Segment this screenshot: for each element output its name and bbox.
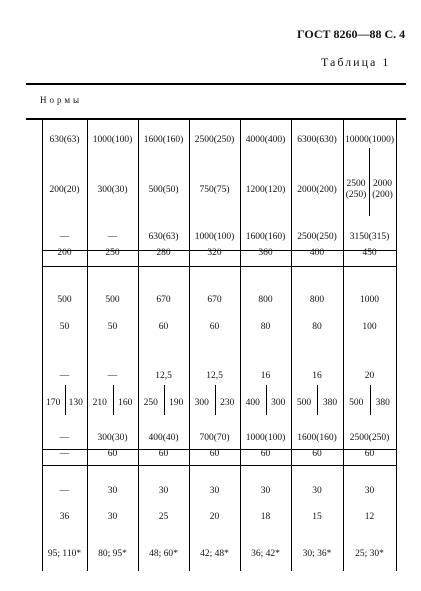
- table-pair-cell-p4: 300: [194, 398, 209, 408]
- table-cell-p7: 25; 30*: [355, 549, 384, 559]
- table-cell-p1: —: [59, 433, 70, 443]
- table-cell-p3: 60: [158, 449, 169, 459]
- table-cell-p5: 800: [258, 295, 273, 305]
- table-pair-cell-p3: 250: [143, 398, 158, 408]
- table-cell-p1: 95; 110*: [47, 549, 82, 559]
- table-cell-p7: 12: [364, 512, 375, 522]
- table-cell-p4: 30: [209, 486, 220, 496]
- table-pair-cell-p6: 500: [296, 398, 312, 408]
- table-cell-p1: —: [59, 486, 70, 496]
- table-cell-p2: 500: [105, 295, 120, 305]
- table-cell-p1: 50: [59, 322, 70, 332]
- table-cell-p6: 800: [309, 295, 325, 305]
- table-cell-p1: —: [59, 232, 70, 242]
- table-cell-p6: 400: [309, 248, 325, 258]
- table-cell-p2: 300(30): [97, 185, 128, 195]
- table-cell-p1: 36: [59, 512, 70, 522]
- table-cell-p7: 450: [362, 248, 377, 258]
- table-cell-p3: 400(40): [148, 433, 179, 443]
- table-cell-p5: 16: [260, 371, 271, 381]
- table-cell-p6: 6300(630): [297, 135, 337, 145]
- table-pair-cell-p7: 380: [375, 398, 390, 408]
- table-cell-p4: 20: [209, 512, 220, 522]
- table-cell-p3: 630(63): [148, 232, 179, 242]
- table-cell-p2: 50: [107, 322, 118, 332]
- table-cell-p7: 60: [364, 449, 375, 459]
- table-cell-p6: 30: [312, 486, 322, 496]
- table-cell-p6: 2500(250): [297, 232, 337, 242]
- table-cell-p5: 4000(400): [245, 135, 286, 145]
- table-cell-p5: 360: [258, 248, 273, 258]
- table-pair-cell-p4: 230: [220, 398, 235, 408]
- table-cell-p5: 1200(120): [245, 185, 286, 195]
- table-cell-p5: 1000(100): [245, 433, 286, 443]
- table-cell-p6: 30; 36*: [302, 549, 332, 559]
- table-cell-p2: 60: [107, 449, 118, 459]
- table-cell-p4: 1000(100): [194, 232, 235, 242]
- table-cell-p6: 16: [312, 371, 322, 381]
- column-rule: [396, 118, 397, 571]
- row-rule: [42, 266, 396, 267]
- norms-heading: Нормы: [40, 95, 83, 105]
- table-cell-p5: 1600(160): [245, 232, 286, 242]
- table-cell-p7: 10000(1000): [344, 135, 395, 145]
- table-cell-p5: 36; 42*: [251, 549, 280, 559]
- table-cell-p1: —: [59, 449, 70, 459]
- table-cell-p5: 60: [260, 449, 271, 459]
- table-cell-p1: 500: [57, 295, 72, 305]
- table-pair-cell-p7: 500: [349, 398, 364, 408]
- table-cell-p2: 250: [105, 248, 120, 258]
- table-pair-cell-p5: 400: [245, 398, 260, 408]
- table-split-cell: 2000 (200): [372, 179, 393, 200]
- table-cell-p6: 15: [312, 512, 322, 522]
- table-cell-p2: 300(30): [97, 433, 128, 443]
- table-cell-p5: 30: [260, 486, 271, 496]
- table-pair-cell-p3: 190: [169, 398, 184, 408]
- table-cell-p2: —: [107, 232, 118, 242]
- table-pair-cell-p2: 210: [92, 398, 107, 408]
- standard-designation: ГОСТ 8260—88 С. 4: [297, 27, 406, 41]
- table-cell-p3: 280: [156, 248, 171, 258]
- table-cell-p2: —: [107, 371, 118, 381]
- table-pair-cell-p1: 130: [68, 398, 83, 408]
- table-cell-p1: 630(63): [49, 135, 80, 145]
- table-cell-p3: 30: [158, 486, 169, 496]
- table-cell-p4: 700(70): [199, 433, 230, 443]
- table-cell-p3: 1600(160): [143, 135, 184, 145]
- table-cell-p7: 1000: [360, 295, 379, 305]
- table-pair-cell-p5: 300: [271, 398, 286, 408]
- table-cell-p7: 2500(250): [349, 433, 390, 443]
- table-cell-p4: 60: [209, 449, 220, 459]
- table-cell-p6: 2000(200): [297, 185, 337, 195]
- table-cell-p1: 200: [57, 248, 72, 258]
- table-top-rule: [26, 83, 406, 85]
- table-cell-p6: 80: [312, 322, 322, 332]
- table-cell-p7: 3150(315): [349, 232, 390, 242]
- table-cell-p5: 80: [260, 322, 271, 332]
- table-cell-p6: 1600(160): [297, 433, 337, 443]
- table-cell-p4: 320: [207, 248, 222, 258]
- table-cell-p1: —: [59, 371, 70, 381]
- table-cell-p7: 20: [364, 371, 375, 381]
- table-cell-p5: 18: [260, 512, 271, 522]
- table-cell-p3: 60: [158, 322, 169, 332]
- table-cell-p1: 200(20): [49, 185, 80, 195]
- table-pair-cell-p1: 170: [46, 398, 61, 408]
- table-cell-p2: 30: [107, 512, 118, 522]
- table-cell-p7: 100: [362, 322, 377, 332]
- table-cell-p2: 30: [107, 486, 118, 496]
- table-cell-p2: 1000(100): [92, 135, 133, 145]
- table-cell-p3: 25: [158, 512, 169, 522]
- table-cell-p6: 60: [312, 449, 322, 459]
- table-cell-p4: 2500(250): [194, 135, 235, 145]
- table-cell-p4: 750(75): [199, 185, 230, 195]
- table-cell-p2: 80; 95*: [98, 549, 127, 559]
- table-pair-cell-p6: 380: [322, 398, 338, 408]
- table-cell-p4: 60: [209, 322, 220, 332]
- row-rule: [42, 465, 396, 466]
- table-cell-p3: 500(50): [148, 185, 179, 195]
- table-cell-p3: 12,5: [155, 371, 172, 381]
- table-cell-p3: 48; 60*: [149, 549, 178, 559]
- table-cell-p4: 42; 48*: [200, 549, 229, 559]
- table-split-cell: 2500 (250): [345, 179, 367, 200]
- table-header-rule: [26, 118, 406, 120]
- table-pair-cell-p2: 160: [118, 398, 133, 408]
- table-label: Таблица 1: [321, 55, 391, 69]
- table-cell-p7: 30: [364, 486, 375, 496]
- table-cell-p3: 670: [156, 295, 171, 305]
- table-cell-p4: 12,5: [206, 371, 223, 381]
- table-cell-p4: 670: [207, 295, 222, 305]
